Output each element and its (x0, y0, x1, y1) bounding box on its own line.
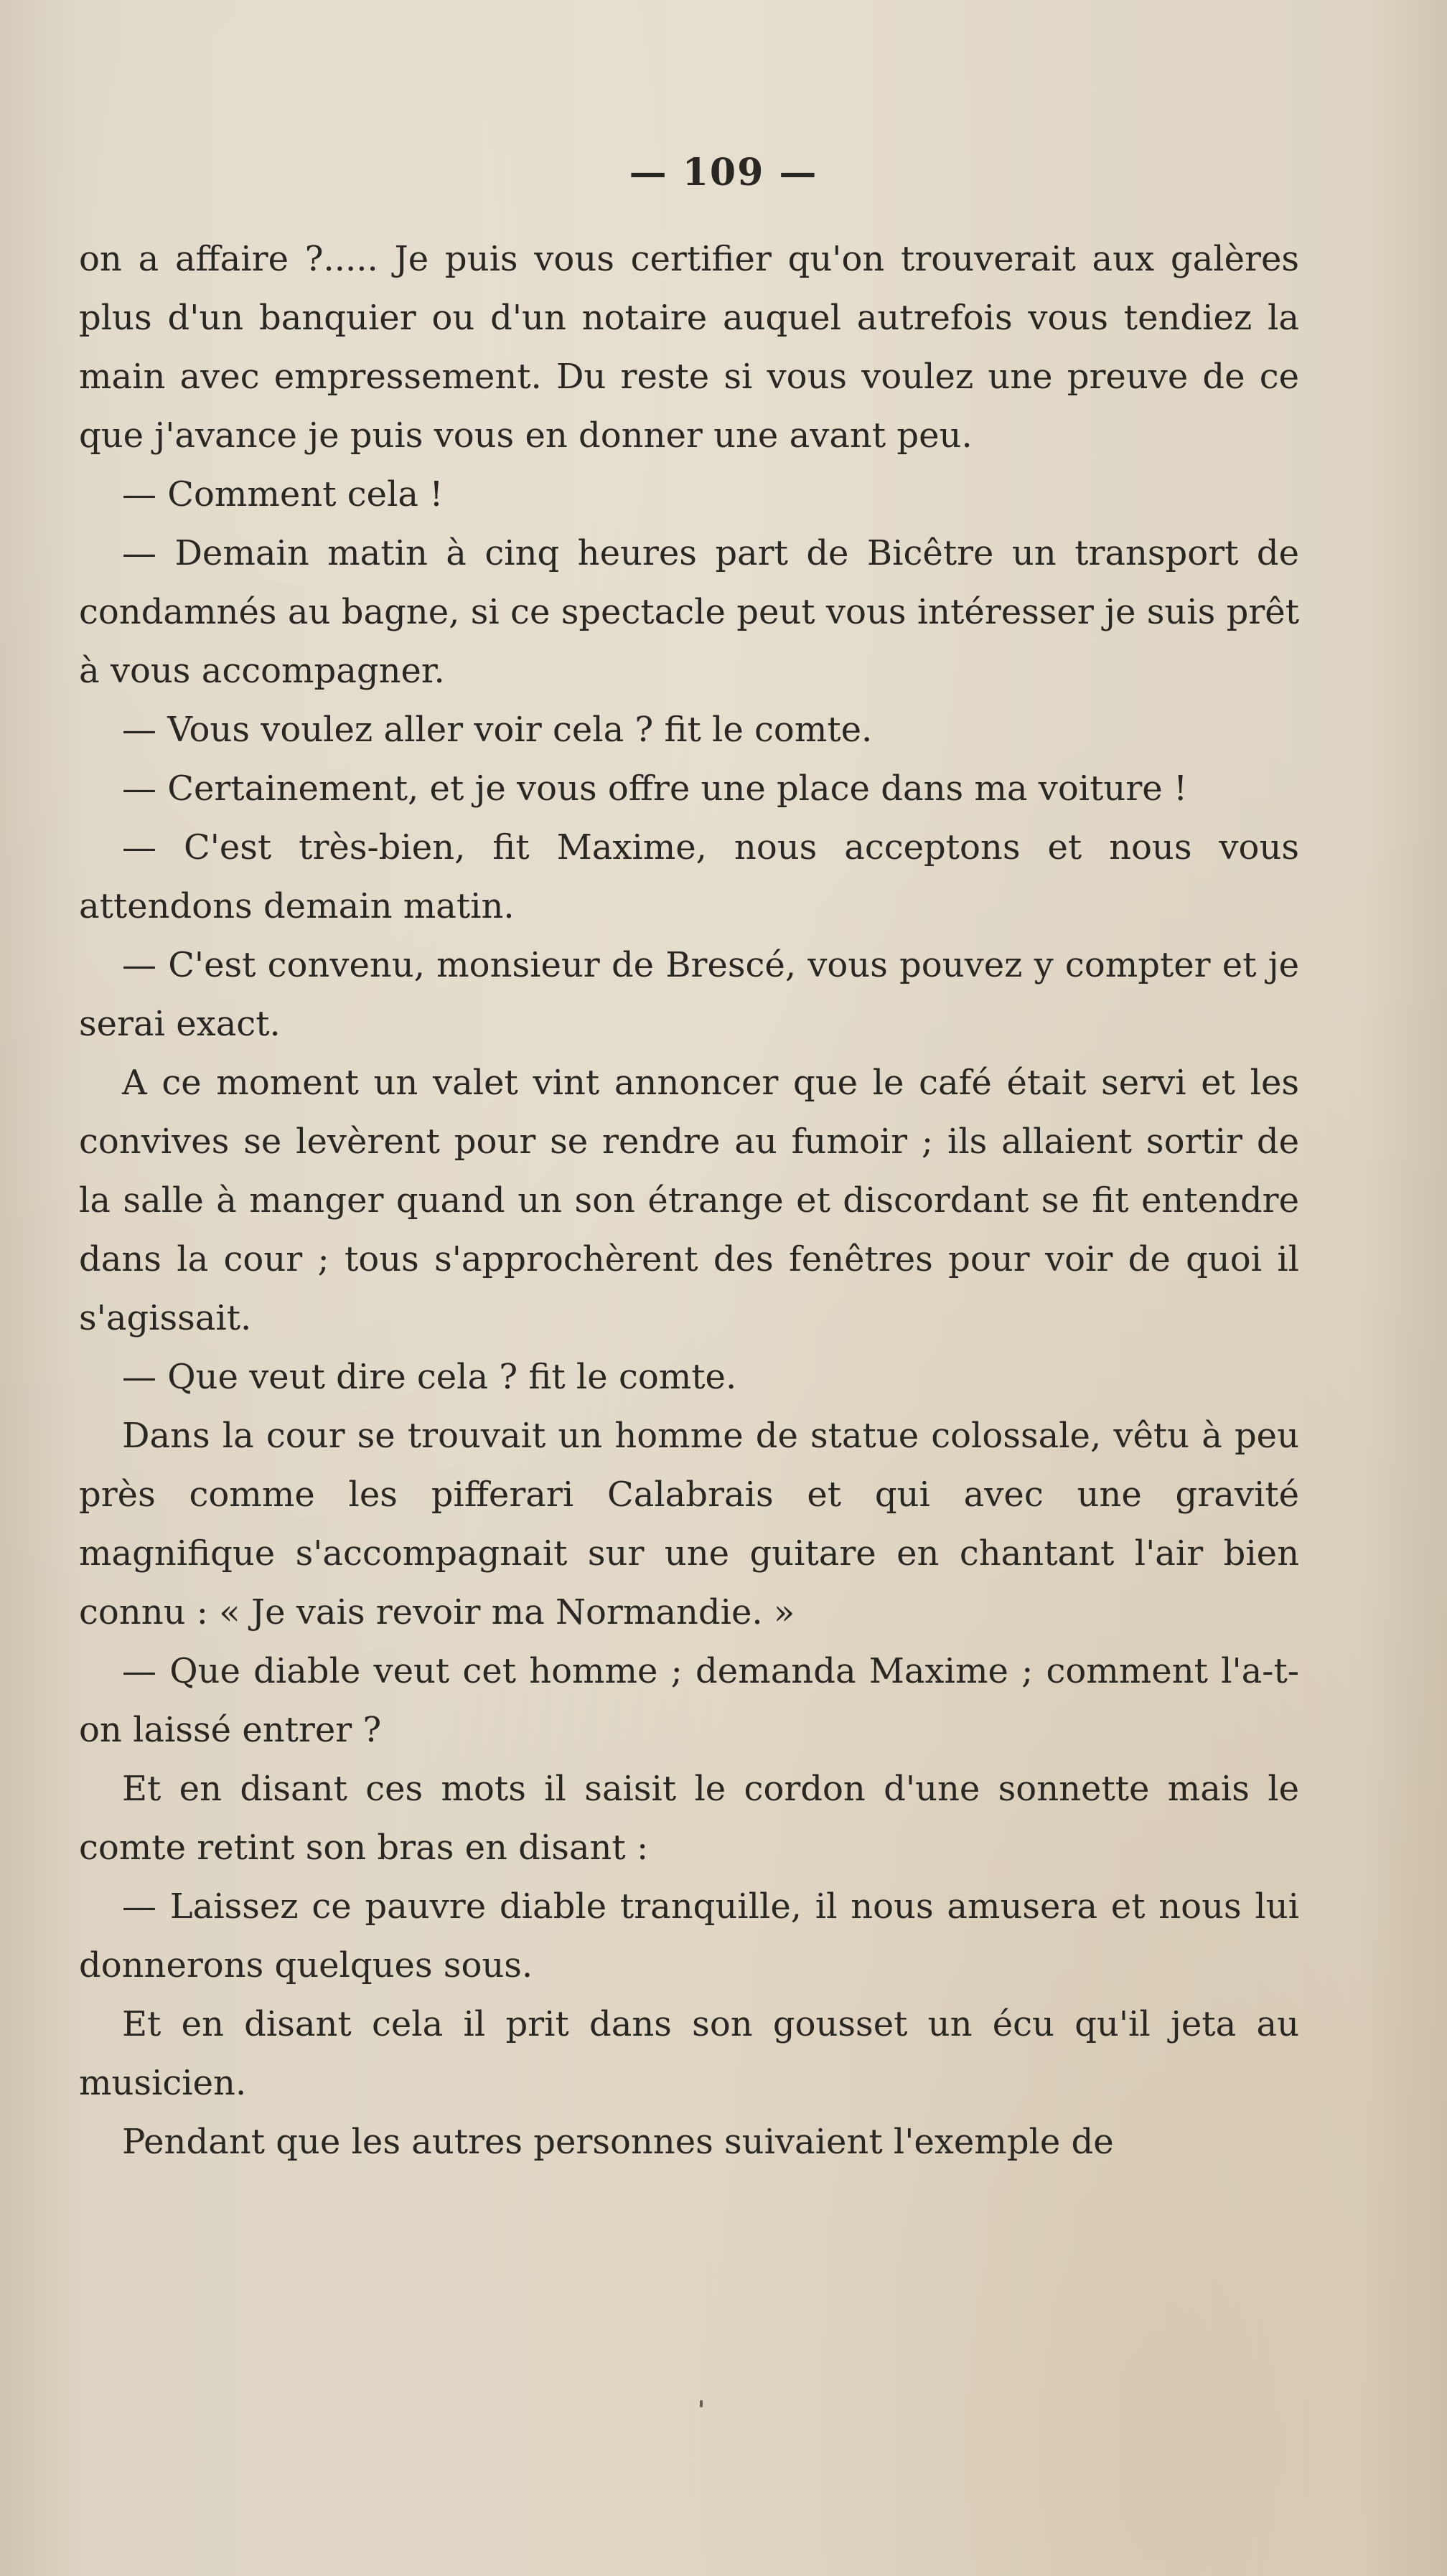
page-body-text (79, 230, 1299, 2171)
paragraph: Pendant que les autres personnes suivaient l'exemple de (122, 2122, 1114, 2162)
paragraph: — Que diable veut cet homme ; demanda Maxime ; comment l'a-t-on laissé entrer ? (79, 1651, 1299, 1750)
paragraph: Et en disant ces mots il saisit le cordon d'une sonnette mais le comte retint son bras en disant : (79, 1769, 1299, 1868)
paragraph: — Laissez ce pauvre diable tranquille, il nous amusera et nous lui donnerons quelques sous. (79, 1886, 1299, 1985)
page-number-header: — 109 — (629, 151, 818, 194)
paragraph: Et en disant cela il prit dans son gousset un écu qu'il jeta au musicien. (79, 2004, 1299, 2103)
paragraph: — Que veut dire cela ? fit le comte. (122, 1357, 737, 1397)
paragraph: — Comment cela ! (122, 474, 444, 514)
ink-speck (700, 2400, 703, 2407)
paragraph: Dans la cour se trouvait un homme de statue colossale, vêtu à peu près comme les pifferari Calabrais et qui avec une gravité magnifique s'accompagnait sur une guitare en chantant l'air bien connu : « Je vais revoir ma Normandie. » (79, 1416, 1299, 1632)
paragraph: — C'est très-bien, fit Maxime, nous acceptons et nous vous attendons demain matin. (79, 827, 1299, 926)
paragraph: — Certainement, et je vous offre une place dans ma voiture ! (122, 768, 1188, 809)
paragraph: — C'est convenu, monsieur de Brescé, vous pouvez y compter et je serai exact. (79, 945, 1299, 1044)
paragraph: — Demain matin à cinq heures part de Bicêtre un transport de condamnés au bagne, si ce spectacle peut vous intéresser je suis prêt à vous accompagner. (79, 533, 1299, 691)
paragraph: on a affaire ?..... Je puis vous certifier qu'on trouverait aux galères plus d'un banquier ou d'un notaire auquel autrefois vous tendiez la main avec empressement. Du reste si vous voulez une preuve de ce que j'avance je puis vous en donner une avant peu. (79, 239, 1299, 456)
paragraph: — Vous voulez aller voir cela ? fit le comte. (122, 710, 873, 750)
paragraph: A ce moment un valet vint annoncer que le café était servi et les convives se levèrent pour se rendre au fumoir ; ils allaient sortir de la salle à manger quand un son étrange et discordant se fit entendre dans la cour ; tous s'approchèrent des fenêtres pour voir de quoi il s'agissait. (79, 1063, 1299, 1338)
